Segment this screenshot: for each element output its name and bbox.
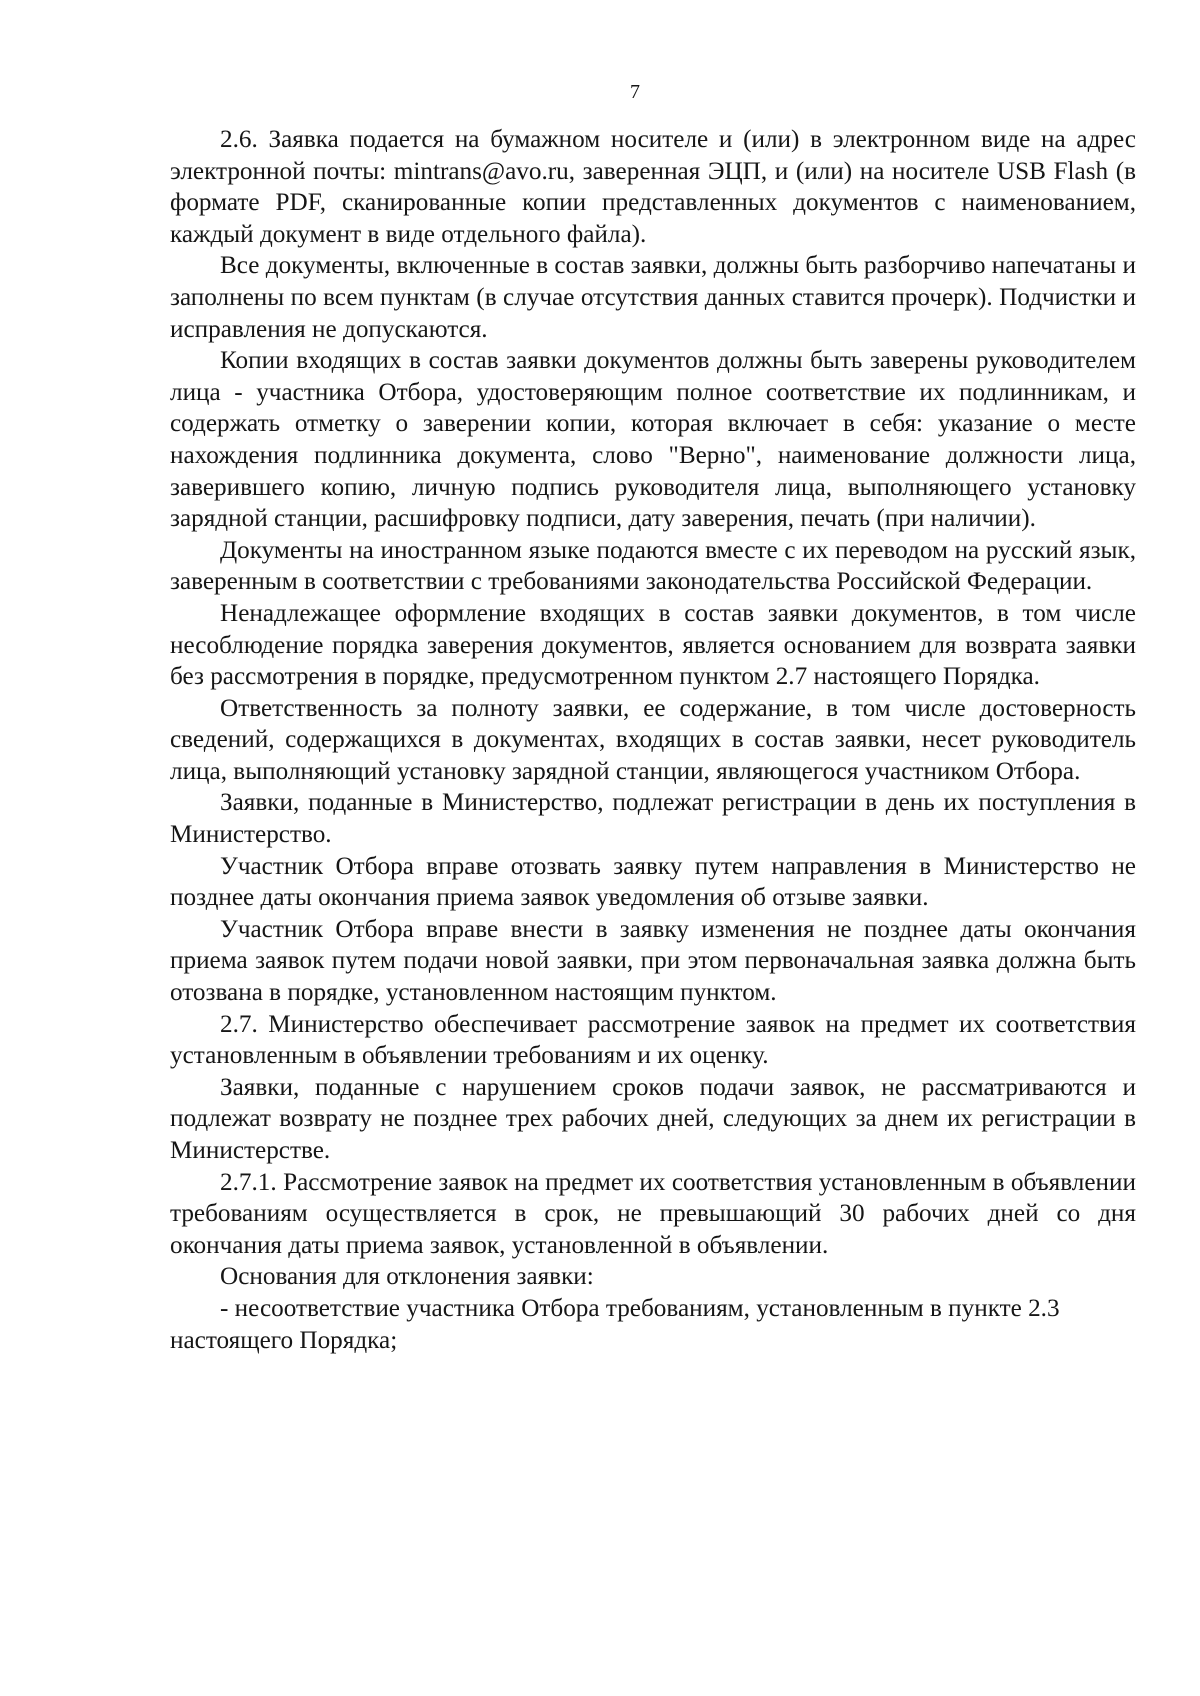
paragraph-amendments: Участник Отбора вправе внести в заявку изменения не позднее даты окончания приема заявок путем подачи новой заявки, при этом первоначальная заявка должна быть отозвана в порядке, установленном настоящим пунктом. xyxy=(170,915,1136,1007)
paragraph-late-applications: Заявки, поданные с нарушением сроков подачи заявок, не рассматриваются и подлежат возврату не позднее трех рабочих дней, следующих за днем их регистрации в Министерстве. xyxy=(170,1073,1136,1164)
paragraph-responsibility: Ответственность за полноту заявки, ее содержание, в том числе достоверность сведений, содержащихся в документах, входящих в состав заявки, несет руководитель лица, выполняющий установку зарядной станции, являющегося участником Отбора. xyxy=(170,694,1136,785)
paragraph-copy-certification: Копии входящих в состав заявки документов должны быть заверены руководителем лица - участника Отбора, удостоверяющим полное соответствие их подлинникам, и содержать отметку о заверении копии, которая включает в себя: указание о месте нахождения подлинника документа, слово "Верно", наименование должности лица, заверившего копию, личную подпись руководителя лица, выполняющего установку зарядной станции, расшифровку подписи, дату заверения, печать (при наличии). xyxy=(170,347,1136,533)
paragraph-2-7-review: 2.7. Министерство обеспечивает рассмотрение заявок на предмет их соответствия установленным в объявлении требованиям и их оценку. xyxy=(170,1010,1136,1070)
paragraph-registration: Заявки, поданные в Министерство, подлежат регистрации в день их поступления в Министерство. xyxy=(170,789,1136,849)
paragraph-2-7-1-review-period: 2.7.1. Рассмотрение заявок на предмет их соответствия установленным в объявлении требованиям осуществляется в срок, не превышающий 30 рабочих дней со дня окончания даты приема заявок, установленной в объявлении. xyxy=(170,1168,1136,1259)
paragraph-rejection-grounds: Основания для отклонения заявки: xyxy=(220,1263,594,1291)
document-body xyxy=(170,124,1136,1356)
paragraph-improper-formatting: Ненадлежащее оформление входящих в состав заявки документов, в том числе несоблюдение порядка заверения документов, является основанием для возврата заявки без рассмотрения в порядке, предусмотренном пунктом 2.7 настоящего Порядка. xyxy=(170,599,1136,691)
paragraph-2-6-submission: 2.6. Заявка подается на бумажном носителе и (или) в электронном виде на адрес электронной почты: mintrans@avo.ru, заверенная ЭЦП, и (или) на носителе USB Flash (в формате PDF, сканированные копии представленных документов с наименованием, каждый документ в виде отдельного файла). xyxy=(170,126,1136,248)
paragraph-foreign-language: Документы на иностранном языке подаются вместе с их переводом на русский язык, заверенным в соответствии с требованиями законодательства Российской Федерации. xyxy=(170,536,1136,596)
list-item-rejection-ground: - несоответствие участника Отбора требованиям, установленным в пункте 2.3 настоящего Порядка; xyxy=(170,1294,1060,1354)
paragraph-withdrawal: Участник Отбора вправе отозвать заявку путем направления в Министерство не позднее даты окончания приема заявок уведомления об отзыве заявки. xyxy=(170,852,1136,912)
page-number: 7 xyxy=(630,81,640,103)
paragraph-documents-legibility: Все документы, включенные в состав заявки, должны быть разборчиво напечатаны и заполнены по всем пунктам (в случае отсутствия данных ставится прочерк). Подчистки и исправления не допускаются. xyxy=(170,252,1136,343)
